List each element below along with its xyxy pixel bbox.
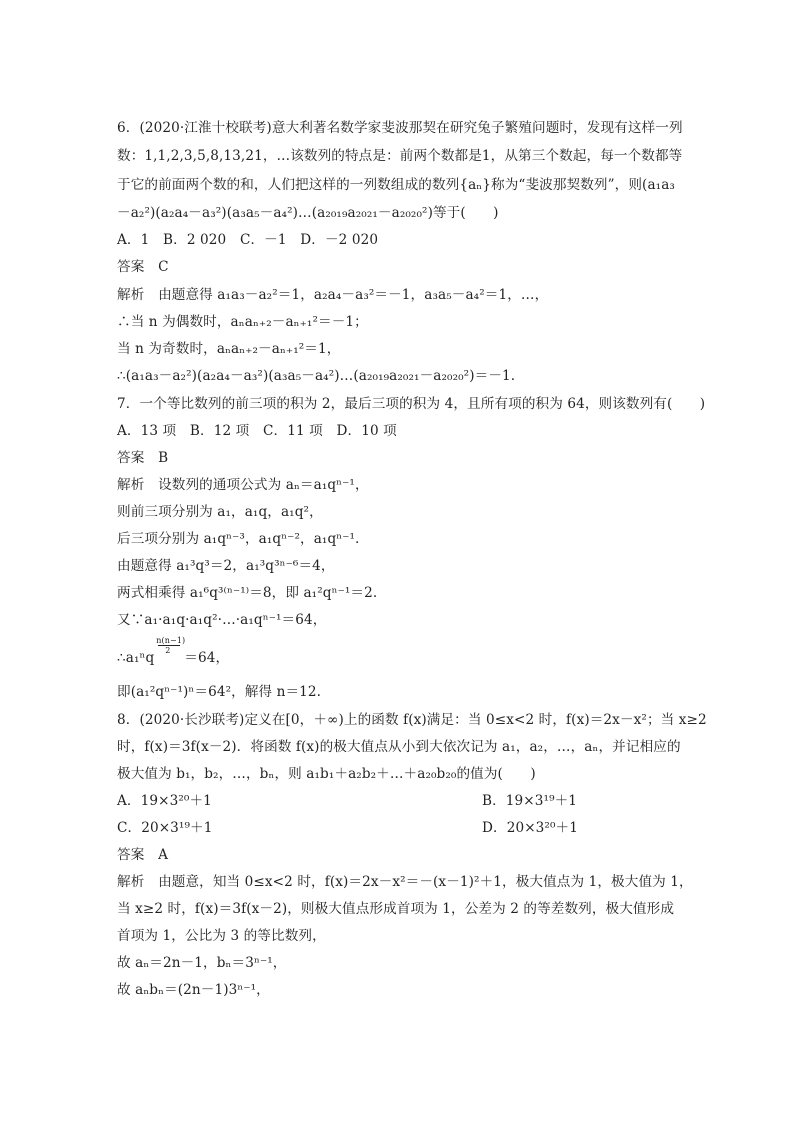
q6-solution-line-2: ∴当 n 为偶数时，aₙaₙ₊₂－aₙ₊₁²＝－1； — [117, 314, 368, 330]
q6-answer: 答案 C — [117, 259, 169, 275]
q7-solution-line-5: 两式相乘得 a₁⁶q³⁽ⁿ⁻¹⁾＝8，即 a₁²qⁿ⁻¹＝2. — [117, 585, 378, 601]
q8-stem-line-3: 极大值为 b₁，b₂，…，bₙ，则 a₁b₁＋a₂b₂＋…＋a₂₀b₂₀的值为( ) — [117, 766, 536, 782]
q7-s7-base: ∴a₁ⁿq — [117, 650, 155, 666]
q7-stem: 7．一个等比数列的前三项的积为 2，最后三项的积为 4，且所有项的积为 64，则该数列有( ) — [117, 396, 706, 412]
q8-option-a: A．19×3²⁰＋1 — [117, 793, 212, 809]
q6-options: A．1 B．2 020 C．－1 D．－2 020 — [117, 232, 379, 248]
q6-stem-line-2: 数：1,1,2,3,5,8,13,21，…该数列的特点是：前两个数都是1，从第三个数起，每一个数都等 — [117, 148, 683, 164]
q7-answer: 答案 B — [117, 450, 169, 466]
q8-option-d: D．20×3²⁰＋1 — [482, 820, 578, 836]
q7-options: A．13 项 B．12 项 C．11 项 D．10 项 — [117, 423, 397, 439]
q6-solution-line-3: 当 n 为奇数时，aₙaₙ₊₂－aₙ₊₁²＝1， — [117, 341, 341, 357]
q8-solution-line-5: 故 aₙbₙ＝(2n－1)3ⁿ⁻¹， — [117, 982, 270, 998]
q7-solution-line-4: 由题意得 a₁³q³＝2，a₁³q³ⁿ⁻⁶＝4， — [117, 558, 335, 574]
q8-solution-line-3: 首项为 1，公比为 3 的等比数列， — [117, 928, 326, 944]
q8-option-c: C．20×3¹⁹＋1 — [117, 820, 213, 836]
q7-s7-exp-numerator: n(n−1) — [156, 636, 186, 645]
q8-solution-line-2: 当 x≥2 时，f(x)＝3f(x－2)，则极大值点形成首项为 1，公差为 2 的等差数列，极大值形成 — [117, 901, 675, 917]
q7-solution-line-6: 又∵a₁·a₁q·a₁q²·…·a₁qⁿ⁻¹＝64， — [117, 612, 327, 628]
q8-stem-line-1: 8．(2020·长沙联考)定义在[0，＋∞)上的函数 f(x)满足：当 0≤x<2 时，f(x)＝2x－x²；当 x≥2 — [117, 712, 707, 728]
q7-s7-exp-denominator: 2 — [165, 646, 171, 655]
q8-solution-line-1: 解析 由题意，知当 0≤x<2 时，f(x)＝2x－x²＝－(x－1)²＋1，极大值点为 1，极大值为 1， — [117, 874, 693, 890]
q7-solution-line-2: 则前三项分别为 a₁，a₁q，a₁q²， — [117, 504, 323, 520]
q7-solution-line-7 — [117, 636, 230, 668]
q8-answer: 答案 A — [117, 847, 168, 863]
q7-s7-tail: ＝64， — [184, 650, 230, 666]
q8-solution-line-4: 故 aₙ＝2n－1，bₙ＝3ⁿ⁻¹， — [117, 955, 287, 971]
q7-solution-line-1: 解析 设数列的通项公式为 aₙ＝a₁qⁿ⁻¹， — [117, 477, 369, 493]
q6-stem-line-1: 6．(2020·江淮十校联考)意大利著名数学家斐波那契在研究兔子繁殖问题时，发现有这样一列 — [117, 120, 683, 136]
q6-stem-line-4: －a₂²)(a₂a₄－a₃²)(a₃a₅－a₄²)…(a₂₀₁₉a₂₀₂₁－a₂₀₂₀²)等于( ) — [117, 205, 499, 221]
q8-option-b: B．19×3¹⁹＋1 — [482, 793, 578, 809]
q8-options-row-1 — [117, 791, 578, 811]
q7-s7-exponent — [154, 636, 186, 668]
q8-stem-line-2: 时，f(x)＝3f(x－2)．将函数 f(x)的极大值点从小到大依次记为 a₁，a₂，…，aₙ，并记相应的 — [117, 739, 681, 755]
q6-solution-line-1: 解析 由题意得 a₁a₃－a₂²＝1，a₂a₄－a₃²＝－1，a₃a₅－a₄²＝1，…， — [117, 287, 549, 303]
q6-solution-line-4: ∴(a₁a₃－a₂²)(a₂a₄－a₃²)(a₃a₅－a₄²)…(a₂₀₁₉a₂₀₂₁－a₂₀₂₀²)＝－1. — [117, 368, 516, 384]
q8-options-row-2 — [117, 818, 578, 838]
q7-solution-line-3: 后三项分别为 a₁qⁿ⁻³，a₁qⁿ⁻²，a₁qⁿ⁻¹. — [117, 531, 360, 547]
q7-solution-line-8: 即(a₁²qⁿ⁻¹)ⁿ＝64²，解得 n＝12. — [117, 684, 322, 700]
q6-stem-line-3: 于它的前面两个数的和，人们把这样的一列数组成的数列{aₙ}称为“斐波那契数列”，则(a₁a₃ — [117, 177, 675, 193]
